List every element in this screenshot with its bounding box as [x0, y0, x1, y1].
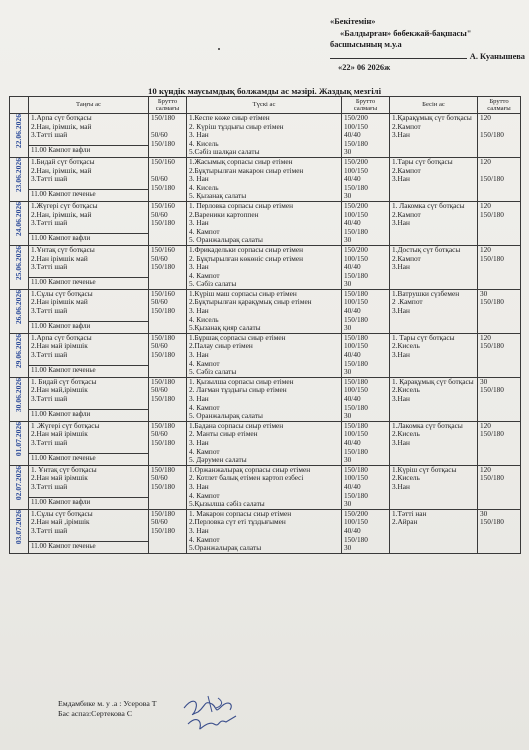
afternoon-items: 1. Тары сүт ботқасы 2.Кисель 3.Нан	[390, 333, 478, 377]
day-date: 22.06.2026	[13, 114, 23, 149]
signatures	[58, 699, 157, 719]
afternoon-items: 1.Лакомка сүт ботқасы 2.Кисель 3.Нан	[390, 421, 478, 465]
snack-item: 11.00 Кампот вафли	[29, 409, 149, 421]
lunch-items: 1.Фрикадельки сорпасы сиыр етімен 2. Бұқтырылған көкөніс сиыр етімен 3. Нан 4. Кампот 5. Сәбіз салаты	[187, 245, 342, 289]
breakfast-items: 1. Бидай сүт ботқасы 2.Нан май,ірімшік 3.Тәтті шай	[29, 377, 149, 409]
lunch-items: 1. Макарон сорпасы сиыр етімен 2.Перловка сүт еті тұздығымен 3. Нан 4. Кампот 5.Оранжалырақ салаты	[187, 509, 342, 553]
day-row	[10, 245, 521, 277]
lunch-weights: 150/200 100/150 40/40 150/180 30	[342, 157, 390, 201]
afternoon-weights: 120 150/180	[478, 245, 521, 289]
lunch-items: 1.Оржанжалырақ сорпасы сиыр етімен 2. Котлет балық етімен картоп езбесі 3. Нан 4. Кампот 5.Қызылша сәбіз салаты	[187, 465, 342, 509]
approval-signer: А. Куанышева	[469, 51, 525, 61]
afternoon-weights: 30 150/180	[478, 289, 521, 333]
breakfast-items: 1.Арпа сүт ботқасы 2.Нан май ірімшік 3.Тәтті шай	[29, 333, 149, 365]
lunch-weights: 150/200 100/150 40/40 150/180 30	[342, 201, 390, 245]
lunch-weights: 150/200 100/150 40/40 150/180 30	[342, 245, 390, 289]
day-date-cell	[10, 377, 29, 421]
breakfast-items: 1.Жүгері сүт ботқасы 2.Нан, ірімшік, май 3.Тәтті шай	[29, 201, 149, 233]
day-date: 03.07.2026	[13, 509, 23, 544]
afternoon-items: 1.Ватрушки сүзбемен 2 .Кампот 3.Нан	[390, 289, 478, 333]
breakfast-weights: 150/180 50/60 150/180	[149, 465, 187, 509]
breakfast-weights: 150/180 50/60 150/180	[149, 421, 187, 465]
breakfast-weights: 150/160 50/60 150/180	[149, 289, 187, 333]
breakfast-items: 1.Ұнтақ сүт ботқасы 2.Нан ірімшік май 3.Тәтті шай	[29, 245, 149, 277]
snack-item: 11.00 Кампот вафли	[29, 497, 149, 509]
page-title: 10 күндік маусымдық болжамды ас мәзірі. Жаздық мезгілі	[147, 86, 382, 96]
lunch-items: 1.Жасымық сорпасы сиыр етімен 2.Бұқтырылған макарон сиыр етімен 3. Нан 4. Кисель 5. Қызанақ салаты	[187, 157, 342, 201]
afternoon-weights: 120 150/180	[478, 333, 521, 377]
lunch-items: 1.Бұршақ сорпасы сиыр етімен 2.Палау сиыр етімен 3. Нан 4. Кампот 5. Сәбіз салаты	[187, 333, 342, 377]
day-date-cell	[10, 114, 29, 158]
day-row	[10, 201, 521, 233]
day-date: 25.06.2026	[13, 245, 23, 281]
lunch-items: 1.Кеспе көже сиыр етімен 2. Күріш тұздығы сиыр етімен 3. Нан 4. Кисель 5.Сәбіз шалқан салаты	[187, 114, 342, 158]
day-row	[10, 157, 521, 189]
header-lunch-weight: Брутто салмағы	[342, 97, 390, 114]
approval-date: «22» 06 2026ж	[338, 63, 391, 72]
day-row	[10, 465, 521, 497]
snack-item: 11.00 Кампот вафли	[29, 321, 149, 333]
breakfast-items: 1.Сұлы сүт ботқасы 2.Нан ірімшік май 3.Тәтті шай	[29, 289, 149, 321]
lunch-weights: 150/180 100/150 40/40 150/180 30	[342, 377, 390, 421]
day-row	[10, 509, 521, 541]
day-date-cell	[10, 201, 29, 245]
day-date-cell	[10, 157, 29, 201]
afternoon-weights: 120 150/180	[478, 157, 521, 201]
lunch-items: 1.Күріш маш сорпасы сиыр етімен 2.Бұқтырылған қарақұмық сиыр етімен 3. Нан 4. Кисель 5.Қызанақ қияр салаты	[187, 289, 342, 333]
breakfast-weights: 150/180 50/60 150/180	[149, 377, 187, 421]
lunch-weights: 150/180 100/150 40/40 150/180 30	[342, 333, 390, 377]
approval-position: басшысының м.у.а	[330, 40, 402, 49]
day-date: 30.06.2026	[13, 377, 23, 412]
afternoon-weights: 30 150/180	[478, 509, 521, 553]
day-date-cell	[10, 465, 29, 509]
day-date-cell	[10, 289, 29, 333]
breakfast-weights: 150/180 50/60 150/180	[149, 509, 187, 553]
afternoon-items: 1.Тәтті нан 2.Айран	[390, 509, 478, 553]
afternoon-items: 1.Қарақұмық сүт ботқасы 2.Кампот 3.Нан	[390, 114, 478, 158]
breakfast-items: 1. Ұнтақ сүт ботқасы 2.Нан май ірімшік 3.Тәтті шай	[29, 465, 149, 497]
day-row	[10, 333, 521, 365]
header-breakfast: Таңғы ас	[29, 97, 149, 114]
breakfast-items: 1 .Жүгері сүт ботқасы 2.Нан май ірімшік 3.Тәтті шай	[29, 421, 149, 453]
afternoon-weights: 120 150/180	[478, 201, 521, 245]
afternoon-items: 1.Достық сүт ботқасы 2.Кампот 3.Нан	[390, 245, 478, 289]
snack-item: 11.00 Кампот вафли	[29, 233, 149, 245]
lunch-items: 1.Бадана сорпасы сиыр етімен 2. Манты сиыр етімен 3. Нан 4. Кампот 5. Дәрумен салаты	[187, 421, 342, 465]
cook-signature: Бас аспаз:Сертекова С	[58, 709, 133, 718]
header-row	[10, 97, 521, 114]
day-row	[10, 289, 521, 321]
lunch-weights: 150/180 100/150 40/40 150/180 30	[342, 421, 390, 465]
afternoon-items: 1. Лакомка сүт ботқасы 2.Кампот 3.Нан	[390, 201, 478, 245]
lunch-items: 1. Қызылша сорпасы сиыр етімен 2. Лағман тұздығы сиыр етімен 3. Нан 4. Кампот 5. Оранжалырақ салаты	[187, 377, 342, 421]
breakfast-weights: 150/160 50/60 150/180	[149, 201, 187, 245]
afternoon-weights: 30 150/180	[478, 377, 521, 421]
lunch-weights: 150/200 100/150 40/40 150/180 30	[342, 509, 390, 553]
day-date: 01.07.2026	[13, 421, 23, 456]
afternoon-items: 1.Күріш сүт ботқасы 2.Кисель 3.Нан	[390, 465, 478, 509]
approval-organization: «Балдырған» бөбекжай-бақшасы"	[340, 28, 472, 38]
afternoon-items: 1.Тары сүт ботқасы 2.Кампот 3.Нан	[390, 157, 478, 201]
day-row	[10, 377, 521, 409]
afternoon-weights: 120 150/180	[478, 114, 521, 158]
breakfast-items: 1.Сұлы сүт ботқасы 2.Нан май ,ірімшік 3.Тәтті шай	[29, 509, 149, 541]
header-date	[10, 97, 29, 114]
day-date: 26.06.2026	[13, 289, 23, 325]
breakfast-weights: 150/180 50/60 150/180	[149, 333, 187, 377]
day-date: 23.06.2026	[13, 157, 23, 193]
snack-item: 11.00 Кампот печенье	[29, 189, 149, 201]
day-date-cell	[10, 421, 29, 465]
snack-item: 11.00 Кампот печенье	[29, 453, 149, 465]
afternoon-weights: 120 150/180	[478, 465, 521, 509]
lunch-weights: 150/180 100/150 40/40 150/180 30	[342, 465, 390, 509]
header-afternoon: Бесін ас	[390, 97, 478, 114]
snack-item: 11.00 Кампот печенье	[29, 277, 149, 289]
breakfast-weights: 150/160 50/60 150/180	[149, 157, 187, 201]
breakfast-items: 1.Бидай сүт ботқасы 2.Нан, ірімшік, май 3.Тәтті шай	[29, 157, 149, 189]
approval-heading: «Бекітемін»	[330, 17, 376, 26]
day-date-cell	[10, 333, 29, 377]
afternoon-items: 1. Қарақұмық сүт ботқасы 2.Кисель 3.Нан	[390, 377, 478, 421]
menu-table	[9, 96, 521, 554]
snack-item: 11.00 Кампот печенье	[29, 541, 149, 553]
snack-item: 11.00 Кампот печенье	[29, 365, 149, 377]
day-date: 02.07.2026	[13, 465, 23, 500]
afternoon-weights: 120 150/180	[478, 421, 521, 465]
nurse-signature: Емдамбике м. у .а : Усерова Т	[58, 699, 157, 708]
header-lunch: Түскі ас	[187, 97, 342, 114]
day-row	[10, 421, 521, 453]
approval-signature-line	[330, 51, 467, 60]
lunch-weights: 150/180 100/150 40/40 150/180 30	[342, 289, 390, 333]
day-date-cell	[10, 245, 29, 289]
breakfast-items: 1.Арпа сүт ботқасы 2.Нан, ірімшік, май 3.Тәтті шай	[29, 114, 149, 146]
menu-body	[10, 114, 521, 554]
breakfast-weights: 150/180 50/60 150/180	[149, 114, 187, 158]
day-date: 29.06.2026	[13, 333, 23, 369]
bullet-dot	[218, 48, 220, 50]
header-afternoon-weight: Брутто салмағы	[478, 97, 521, 114]
approval-block	[330, 16, 525, 74]
lunch-weights: 150/200 100/150 40/40 150/180 30	[342, 114, 390, 158]
breakfast-weights: 150/160 50/60 150/180	[149, 245, 187, 289]
handwritten-signature	[178, 694, 248, 734]
lunch-items: 1. Перловка сорпасы сиыр етімен 2.Вареники картоппен 3. Нан 4. Кампот 5. Оранжалырақ салаты	[187, 201, 342, 245]
header-breakfast-weight: Брутто салмағы	[149, 97, 187, 114]
snack-item: 11.00 Кампот вафли	[29, 146, 149, 158]
day-date-cell	[10, 509, 29, 553]
day-row	[10, 114, 521, 146]
day-date: 24.06.2026	[13, 201, 23, 237]
